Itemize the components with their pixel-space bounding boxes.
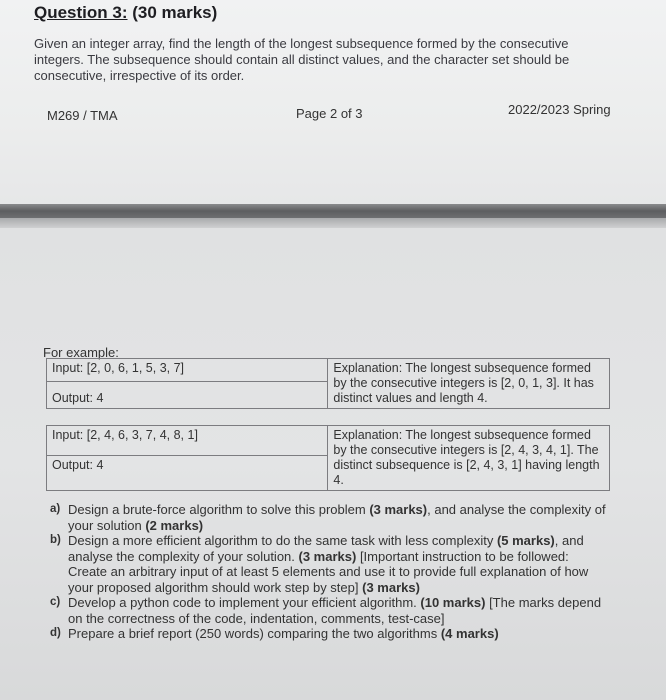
- example-input: Input: [2, 0, 6, 1, 5, 3, 7]: [47, 359, 328, 382]
- page-divider-edge: [0, 218, 666, 228]
- example-table-1: [46, 358, 610, 409]
- example-explanation: Explanation: The longest subsequence formed by the consecutive integers is [2, 0, 1, 3]. It has distinct values and length 4.: [328, 359, 610, 409]
- task-letter: a): [50, 503, 61, 515]
- task-letter: d): [50, 627, 61, 639]
- question-title: Question 3: (30 marks): [34, 3, 218, 22]
- footer-term: 2022/2023 Spring: [508, 102, 611, 117]
- task-item-c: c) Develop a python code to implement your efficient algorithm. (10 marks) [The marks depend on the correctness of the code, indentation, comments, test-case]: [50, 595, 602, 626]
- example-explanation: Explanation: The longest subsequence formed by the consecutive integers is [2, 4, 3, 4, 1]. The distinct subsequence is [2, 4, 3, 1] having length 4.: [328, 426, 610, 491]
- example-output: Output: 4: [47, 382, 328, 409]
- task-item-d: d) Prepare a brief report (250 words) comparing the two algorithms (4 marks): [50, 626, 499, 641]
- example-table-2: [46, 425, 610, 491]
- example-input: Input: [2, 4, 6, 3, 7, 4, 8, 1]: [47, 426, 328, 456]
- task-letter: c): [50, 596, 61, 608]
- question-description: Given an integer array, find the length of the longest subsequence formed by the consecutive integers. The subsequence should contain all distinct values, and the character set should be consecutive, irrespective of its order.: [34, 36, 570, 83]
- task-item-a: a) Design a brute-force algorithm to solve this problem (3 marks), and analyse the complexity of your solution (2 marks): [50, 502, 606, 533]
- page-divider-shadow: [0, 204, 666, 218]
- example-output: Output: 4: [47, 456, 328, 491]
- task-list: [50, 502, 610, 642]
- footer-page-number: Page 2 of 3: [296, 106, 363, 121]
- examples-label: For example:: [43, 345, 119, 360]
- task-item-b: b) Design a more efficient algorithm to do the same task with less complexity (5 marks), and analyse the complexity of your solution. (3 marks) [Important instruction to be followed: Create an arbitrary input of at least 5 elements and use it to provide full explanation of how your proposed algorithm should work step by step] (3 marks): [50, 533, 589, 595]
- task-letter: b): [50, 534, 61, 546]
- footer-course: M269 / TMA: [47, 108, 118, 123]
